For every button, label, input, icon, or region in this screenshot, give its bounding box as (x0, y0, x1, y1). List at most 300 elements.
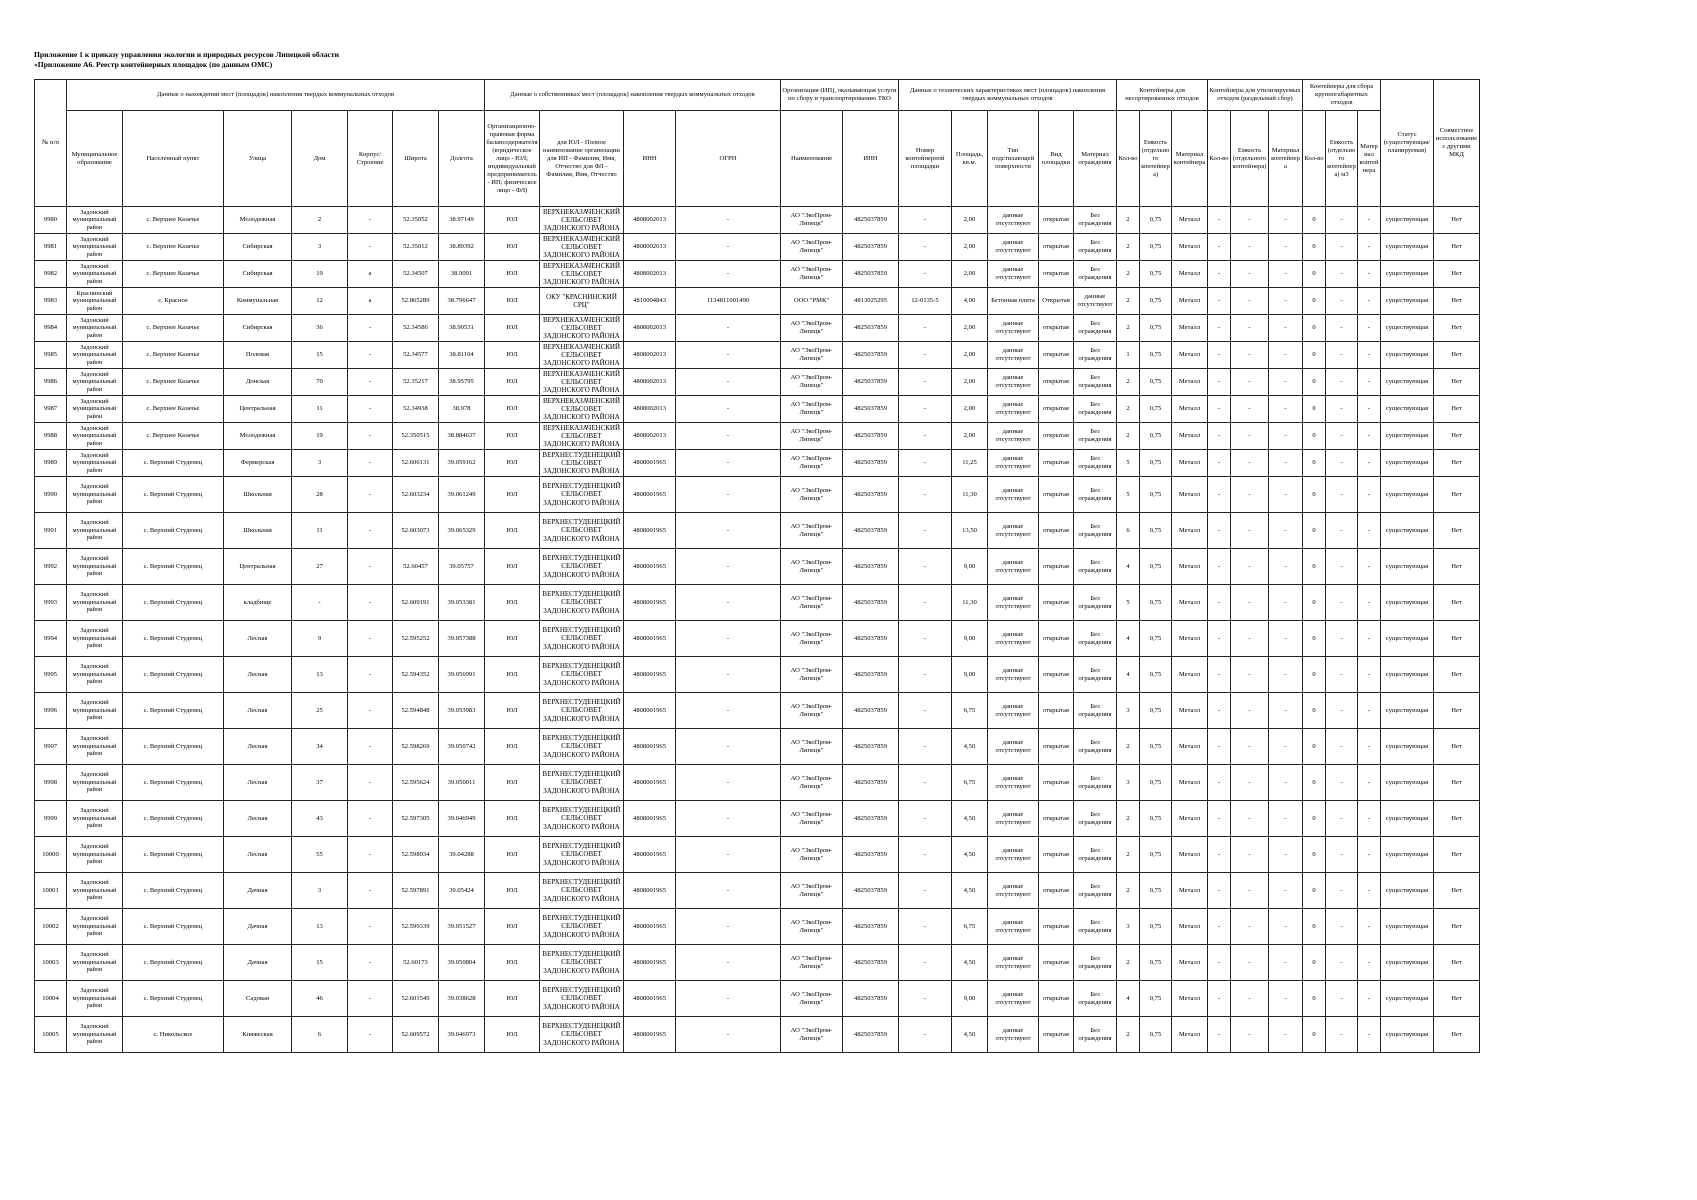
large-material-cell: - (1358, 1017, 1381, 1053)
site-number-cell: - (899, 693, 952, 729)
large-volume-cell: - (1326, 288, 1358, 315)
unsorted-volume-cell: 0,75 (1140, 549, 1172, 585)
sorted-count-cell: - (1208, 450, 1231, 477)
sorted-material-cell: - (1269, 261, 1303, 288)
fence-cell: Без ограждения (1074, 1017, 1117, 1053)
service-org-inn-cell: 4825037859 (843, 315, 899, 342)
sorted-count-cell: - (1208, 945, 1231, 981)
area-cell: 4,50 (952, 1017, 988, 1053)
group-owners-header: Данные о собственниках мест (площадок) накопления твердых коммунальных отходов (485, 80, 781, 111)
site-type-cell: открытая (1039, 396, 1074, 423)
row-number: 10000 (35, 837, 67, 873)
owner-ogrn-cell: 1134811001490 (676, 288, 781, 315)
sorted-material-cell: - (1269, 801, 1303, 837)
house-cell: 43 (292, 801, 348, 837)
site-number-cell: - (899, 396, 952, 423)
large-volume-cell: - (1326, 450, 1358, 477)
table-row (35, 423, 1480, 450)
latitude-cell: 52.594848 (393, 693, 439, 729)
site-number-cell: - (899, 981, 952, 1017)
col-site-type-header: Вид площадки (1039, 111, 1074, 207)
sorted-volume-cell: - (1231, 765, 1269, 801)
service-org-inn-cell: 4825037859 (843, 396, 899, 423)
legal-form-cell: ЮЛ (485, 837, 540, 873)
row-number: 10001 (35, 873, 67, 909)
service-org-inn-cell: 4825037859 (843, 981, 899, 1017)
sorted-volume-cell: - (1231, 729, 1269, 765)
owner-inn-cell: 4808002013 (624, 261, 676, 288)
area-cell: 2,00 (952, 396, 988, 423)
area-cell: 9,00 (952, 981, 988, 1017)
area-cell: 6,75 (952, 909, 988, 945)
latitude-cell: 52.595624 (393, 765, 439, 801)
owner-inn-cell: 4808001965 (624, 450, 676, 477)
registry-table (34, 79, 1480, 1053)
owner-ogrn-cell: - (676, 765, 781, 801)
latitude-cell: 52.606131 (393, 450, 439, 477)
area-cell: 4,50 (952, 837, 988, 873)
large-count-cell: 0 (1303, 909, 1326, 945)
municipality-cell: Задонский муниципальный район (67, 396, 123, 423)
legal-form-cell: ЮЛ (485, 423, 540, 450)
site-type-cell: открытая (1039, 621, 1074, 657)
unsorted-material-cell: Металл (1172, 657, 1208, 693)
sorted-count-cell: - (1208, 909, 1231, 945)
service-org-cell: АО "ЭкоПром-Липецк" (781, 693, 843, 729)
surface-cell: данные отсутствуют (988, 423, 1039, 450)
area-cell: 11,30 (952, 585, 988, 621)
site-type-cell: открытая (1039, 234, 1074, 261)
fence-cell: Без ограждения (1074, 513, 1117, 549)
large-count-cell: 0 (1303, 657, 1326, 693)
large-material-cell: - (1358, 981, 1381, 1017)
large-material-cell: - (1358, 261, 1381, 288)
sorted-material-cell: - (1269, 945, 1303, 981)
house-cell: 3 (292, 873, 348, 909)
unsorted-count-cell: 2 (1117, 801, 1140, 837)
service-org-cell: АО "ЭкоПром-Липецк" (781, 261, 843, 288)
area-cell: 2,00 (952, 315, 988, 342)
house-cell: 9 (292, 621, 348, 657)
sorted-count-cell: - (1208, 369, 1231, 396)
area-cell: 4,00 (952, 288, 988, 315)
latitude-cell: 52.34577 (393, 342, 439, 369)
joint-use-cell: Нет (1434, 657, 1480, 693)
area-cell: 4,50 (952, 945, 988, 981)
building-cell: - (348, 693, 393, 729)
unsorted-volume-cell: 0,75 (1140, 981, 1172, 1017)
latitude-cell: 52.598269 (393, 729, 439, 765)
surface-cell: данные отсутствуют (988, 765, 1039, 801)
large-count-cell: 0 (1303, 765, 1326, 801)
area-cell: 11,30 (952, 477, 988, 513)
sorted-volume-cell: - (1231, 261, 1269, 288)
house-cell: 46 (292, 981, 348, 1017)
latitude-cell: 52.865289 (393, 288, 439, 315)
owner-name-cell: ВЕРХНЕСТУДЕНЕЦКИЙ СЕЛЬСОВЕТ ЗАДОНСКОГО РАЙОНА (540, 801, 624, 837)
table-row (35, 342, 1480, 369)
street-cell: Сибирская (224, 261, 292, 288)
owner-ogrn-cell: - (676, 621, 781, 657)
building-cell: - (348, 423, 393, 450)
municipality-cell: Задонский муниципальный район (67, 1017, 123, 1053)
building-cell: - (348, 1017, 393, 1053)
joint-use-cell: Нет (1434, 369, 1480, 396)
building-cell: - (348, 729, 393, 765)
site-number-cell: - (899, 342, 952, 369)
building-cell: - (348, 369, 393, 396)
site-type-cell: Открытая (1039, 288, 1074, 315)
col-owner-inn-header: ИНН (624, 111, 676, 207)
house-cell: 2 (292, 207, 348, 234)
site-number-cell: - (899, 477, 952, 513)
house-cell: 25 (292, 693, 348, 729)
street-cell: Школьная (224, 513, 292, 549)
table-header (35, 80, 1480, 207)
surface-cell: данные отсутствуют (988, 837, 1039, 873)
site-number-cell: - (899, 801, 952, 837)
service-org-inn-cell: 4825037859 (843, 369, 899, 396)
settlement-cell: с. Верхнее Казачье (123, 234, 224, 261)
latitude-cell: 52.34507 (393, 261, 439, 288)
large-count-cell: 0 (1303, 801, 1326, 837)
area-cell: 9,00 (952, 549, 988, 585)
area-cell: 13,50 (952, 513, 988, 549)
house-cell: 13 (292, 657, 348, 693)
large-material-cell: - (1358, 549, 1381, 585)
legal-form-cell: ЮЛ (485, 945, 540, 981)
large-count-cell: 0 (1303, 477, 1326, 513)
owner-ogrn-cell: - (676, 315, 781, 342)
sorted-material-cell: - (1269, 729, 1303, 765)
legal-form-cell: ЮЛ (485, 477, 540, 513)
service-org-cell: АО "ЭкоПром-Липецк" (781, 342, 843, 369)
unsorted-material-cell: Металл (1172, 765, 1208, 801)
building-cell: - (348, 657, 393, 693)
large-material-cell: - (1358, 801, 1381, 837)
latitude-cell: 52.35052 (393, 207, 439, 234)
settlement-cell: с. Верхнее Казачье (123, 315, 224, 342)
unsorted-volume-cell: 0,75 (1140, 423, 1172, 450)
settlement-cell: с. Верхний Студенец (123, 549, 224, 585)
unsorted-volume-cell: 0,75 (1140, 315, 1172, 342)
legal-form-cell: ЮЛ (485, 801, 540, 837)
unsorted-count-cell: 2 (1117, 945, 1140, 981)
table-body (35, 207, 1480, 1053)
large-volume-cell: - (1326, 1017, 1358, 1053)
area-cell: 6,75 (952, 693, 988, 729)
sorted-material-cell: - (1269, 450, 1303, 477)
sorted-volume-cell: - (1231, 837, 1269, 873)
municipality-cell: Задонский муниципальный район (67, 369, 123, 396)
site-number-cell: - (899, 585, 952, 621)
unsorted-volume-cell: 0,75 (1140, 513, 1172, 549)
table-row (35, 1017, 1480, 1053)
owner-ogrn-cell: - (676, 585, 781, 621)
joint-use-cell: Нет (1434, 729, 1480, 765)
longitude-cell: 39.050742 (439, 729, 485, 765)
area-cell: 9,00 (952, 657, 988, 693)
legal-form-cell: ЮЛ (485, 342, 540, 369)
large-count-cell: 0 (1303, 729, 1326, 765)
sorted-material-cell: - (1269, 657, 1303, 693)
joint-use-cell: Нет (1434, 513, 1480, 549)
fence-cell: Без ограждения (1074, 477, 1117, 513)
owner-inn-cell: 4808001965 (624, 837, 676, 873)
owner-inn-cell: 4808001965 (624, 909, 676, 945)
longitude-cell: 38.81104 (439, 342, 485, 369)
building-cell: - (348, 873, 393, 909)
large-count-cell: 0 (1303, 261, 1326, 288)
latitude-cell: 52.609191 (393, 585, 439, 621)
owner-ogrn-cell: - (676, 981, 781, 1017)
table-row (35, 729, 1480, 765)
unsorted-volume-cell: 0,75 (1140, 801, 1172, 837)
settlement-cell: с. Верхний Студенец (123, 873, 224, 909)
owner-inn-cell: 4808001965 (624, 981, 676, 1017)
owner-inn-cell: 4808001965 (624, 945, 676, 981)
legal-form-cell: ЮЛ (485, 315, 540, 342)
owner-name-cell: ВЕРХНЕСТУДЕНЕЦКИЙ СЕЛЬСОВЕТ ЗАДОНСКОГО РАЙОНА (540, 1017, 624, 1053)
owner-name-cell: ВЕРХНЕСТУДЕНЕЦКИЙ СЕЛЬСОВЕТ ЗАДОНСКОГО РАЙОНА (540, 693, 624, 729)
owner-name-cell: ВЕРХНЕСТУДЕНЕЦКИЙ СЕЛЬСОВЕТ ЗАДОНСКОГО РАЙОНА (540, 729, 624, 765)
municipality-cell: Задонский муниципальный район (67, 837, 123, 873)
owner-inn-cell: 4808002013 (624, 234, 676, 261)
latitude-cell: 52.603234 (393, 477, 439, 513)
latitude-cell: 52.35217 (393, 369, 439, 396)
joint-use-cell: Нет (1434, 693, 1480, 729)
large-volume-cell: - (1326, 909, 1358, 945)
area-cell: 2,00 (952, 369, 988, 396)
col-building-header: Корпус/Строение (348, 111, 393, 207)
owner-inn-cell: 4808001965 (624, 693, 676, 729)
longitude-cell: 39.057388 (439, 621, 485, 657)
legal-form-cell: ЮЛ (485, 261, 540, 288)
joint-use-cell: Нет (1434, 342, 1480, 369)
longitude-cell: 39.050011 (439, 765, 485, 801)
unsorted-material-cell: Металл (1172, 873, 1208, 909)
col-s-volume-header: Емкость (отдельного контейнера) (1231, 111, 1269, 207)
building-cell: - (348, 801, 393, 837)
large-material-cell: - (1358, 342, 1381, 369)
unsorted-material-cell: Металл (1172, 315, 1208, 342)
owner-inn-cell: 4808001965 (624, 549, 676, 585)
large-volume-cell: - (1326, 315, 1358, 342)
site-number-cell: - (899, 657, 952, 693)
sorted-count-cell: - (1208, 549, 1231, 585)
latitude-cell: 52.60457 (393, 549, 439, 585)
sorted-volume-cell: - (1231, 450, 1269, 477)
latitude-cell: 52.609572 (393, 1017, 439, 1053)
sorted-material-cell: - (1269, 1017, 1303, 1053)
service-org-cell: ООО "РМК" (781, 288, 843, 315)
fence-cell: Без ограждения (1074, 207, 1117, 234)
site-number-cell: - (899, 729, 952, 765)
owner-name-cell: ВЕРХНЕКАЗАЧЕНСКИЙ СЕЛЬСОВЕТ ЗАДОНСКОГО РАЙОНА (540, 369, 624, 396)
status-cell: существующая (1381, 207, 1434, 234)
unsorted-material-cell: Металл (1172, 261, 1208, 288)
owner-inn-cell: 4808002013 (624, 207, 676, 234)
building-cell: - (348, 234, 393, 261)
surface-cell: Бетонная плита (988, 288, 1039, 315)
site-number-cell: - (899, 765, 952, 801)
joint-use-cell: Нет (1434, 288, 1480, 315)
row-number: 10005 (35, 1017, 67, 1053)
unsorted-material-cell: Металл (1172, 396, 1208, 423)
unsorted-count-cell: 2 (1117, 873, 1140, 909)
large-volume-cell: - (1326, 585, 1358, 621)
large-volume-cell: - (1326, 342, 1358, 369)
longitude-cell: 38.97149 (439, 207, 485, 234)
col-l-material-header: Материал контейнера (1358, 111, 1381, 207)
building-cell: - (348, 342, 393, 369)
municipality-cell: Задонский муниципальный район (67, 450, 123, 477)
longitude-cell: 39.038628 (439, 981, 485, 1017)
legal-form-cell: ЮЛ (485, 909, 540, 945)
unsorted-count-cell: 1 (1117, 342, 1140, 369)
owner-ogrn-cell: - (676, 693, 781, 729)
large-count-cell: 0 (1303, 288, 1326, 315)
owner-name-cell: ВЕРХНЕСТУДЕНЕЦКИЙ СЕЛЬСОВЕТ ЗАДОНСКОГО РАЙОНА (540, 837, 624, 873)
longitude-cell: 39.065329 (439, 513, 485, 549)
fence-cell: Без ограждения (1074, 261, 1117, 288)
unsorted-volume-cell: 0,75 (1140, 621, 1172, 657)
unsorted-count-cell: 3 (1117, 693, 1140, 729)
large-count-cell: 0 (1303, 873, 1326, 909)
group-location-header: Данные о нахождении мест (площадок) накопления твердых коммунальных отходов (67, 80, 485, 111)
unsorted-count-cell: 3 (1117, 909, 1140, 945)
sorted-count-cell: - (1208, 234, 1231, 261)
service-org-inn-cell: 4825037859 (843, 873, 899, 909)
table-row (35, 801, 1480, 837)
status-cell: существующая (1381, 945, 1434, 981)
unsorted-count-cell: 2 (1117, 837, 1140, 873)
status-cell: существующая (1381, 450, 1434, 477)
sorted-volume-cell: - (1231, 801, 1269, 837)
fence-cell: Без ограждения (1074, 693, 1117, 729)
fence-cell: Без ограждения (1074, 342, 1117, 369)
house-cell: 15 (292, 945, 348, 981)
unsorted-count-cell: 2 (1117, 315, 1140, 342)
table-row (35, 513, 1480, 549)
service-org-cell: АО "ЭкоПром-Липецк" (781, 909, 843, 945)
owner-ogrn-cell: - (676, 837, 781, 873)
joint-use-cell: Нет (1434, 621, 1480, 657)
unsorted-material-cell: Металл (1172, 477, 1208, 513)
latitude-cell: 52.601549 (393, 981, 439, 1017)
owner-ogrn-cell: - (676, 342, 781, 369)
settlement-cell: с. Верхний Студенец (123, 729, 224, 765)
sorted-volume-cell: - (1231, 396, 1269, 423)
sorted-volume-cell: - (1231, 981, 1269, 1017)
joint-use-cell: Нет (1434, 423, 1480, 450)
building-cell: - (348, 621, 393, 657)
service-org-cell: АО "ЭкоПром-Липецк" (781, 315, 843, 342)
large-material-cell: - (1358, 396, 1381, 423)
row-number: 9998 (35, 765, 67, 801)
row-number: 9995 (35, 657, 67, 693)
street-cell: Лесная (224, 621, 292, 657)
sorted-volume-cell: - (1231, 342, 1269, 369)
large-material-cell: - (1358, 513, 1381, 549)
latitude-cell: 52.594352 (393, 657, 439, 693)
street-cell: Молодежная (224, 207, 292, 234)
large-material-cell: - (1358, 315, 1381, 342)
owner-ogrn-cell: - (676, 729, 781, 765)
legal-form-cell: ЮЛ (485, 693, 540, 729)
service-org-inn-cell: 4825037859 (843, 1017, 899, 1053)
row-number: 9997 (35, 729, 67, 765)
legal-form-cell: ЮЛ (485, 657, 540, 693)
settlement-cell: с. Верхнее Казачье (123, 423, 224, 450)
sorted-count-cell: - (1208, 342, 1231, 369)
longitude-cell: 39.046973 (439, 1017, 485, 1053)
fence-cell: Без ограждения (1074, 450, 1117, 477)
street-cell: Дачная (224, 909, 292, 945)
unsorted-material-cell: Металл (1172, 369, 1208, 396)
service-org-inn-cell: 4825037859 (843, 234, 899, 261)
longitude-cell: 38.90531 (439, 315, 485, 342)
unsorted-count-cell: 2 (1117, 423, 1140, 450)
joint-use-cell: Нет (1434, 396, 1480, 423)
fence-cell: Без ограждения (1074, 657, 1117, 693)
site-type-cell: открытая (1039, 981, 1074, 1017)
longitude-cell: 38.9091 (439, 261, 485, 288)
area-cell: 2,00 (952, 207, 988, 234)
unsorted-count-cell: 2 (1117, 1017, 1140, 1053)
sorted-count-cell: - (1208, 873, 1231, 909)
col-legal-form-header: Организационно-правовая форма балансодержателя (юридическое лицо - ЮЛ; индивидуальный предприниматель - ИП; физическое лицо - ФЛ) (485, 111, 540, 207)
col-num-header: № п/п (35, 80, 67, 207)
large-material-cell: - (1358, 945, 1381, 981)
large-count-cell: 0 (1303, 234, 1326, 261)
table-row (35, 945, 1480, 981)
latitude-cell: 52.603073 (393, 513, 439, 549)
table-row (35, 765, 1480, 801)
large-material-cell: - (1358, 585, 1381, 621)
site-type-cell: открытая (1039, 423, 1074, 450)
building-cell: - (348, 765, 393, 801)
joint-use-cell: Нет (1434, 873, 1480, 909)
unsorted-volume-cell: 0,75 (1140, 693, 1172, 729)
house-cell: - (292, 585, 348, 621)
service-org-inn-cell: 4825037859 (843, 585, 899, 621)
owner-ogrn-cell: - (676, 549, 781, 585)
street-cell: Лесная (224, 657, 292, 693)
unsorted-count-cell: 2 (1117, 288, 1140, 315)
settlement-cell: с. Верхнее Казачье (123, 207, 224, 234)
sorted-count-cell: - (1208, 729, 1231, 765)
table-row (35, 477, 1480, 513)
col-org-name-header: Наименование (781, 111, 843, 207)
sorted-volume-cell: - (1231, 621, 1269, 657)
fence-cell: Без ограждения (1074, 234, 1117, 261)
sorted-material-cell: - (1269, 477, 1303, 513)
service-org-inn-cell: 4825037859 (843, 423, 899, 450)
municipality-cell: Задонский муниципальный район (67, 765, 123, 801)
large-volume-cell: - (1326, 657, 1358, 693)
large-material-cell: - (1358, 873, 1381, 909)
status-cell: существующая (1381, 423, 1434, 450)
unsorted-material-cell: Металл (1172, 450, 1208, 477)
street-cell: Донская (224, 369, 292, 396)
owner-ogrn-cell: - (676, 450, 781, 477)
owner-inn-cell: 4808001965 (624, 585, 676, 621)
settlement-cell: с. Верхний Студенец (123, 693, 224, 729)
large-volume-cell: - (1326, 549, 1358, 585)
service-org-cell: АО "ЭкоПром-Липецк" (781, 585, 843, 621)
municipality-cell: Задонский муниципальный район (67, 693, 123, 729)
